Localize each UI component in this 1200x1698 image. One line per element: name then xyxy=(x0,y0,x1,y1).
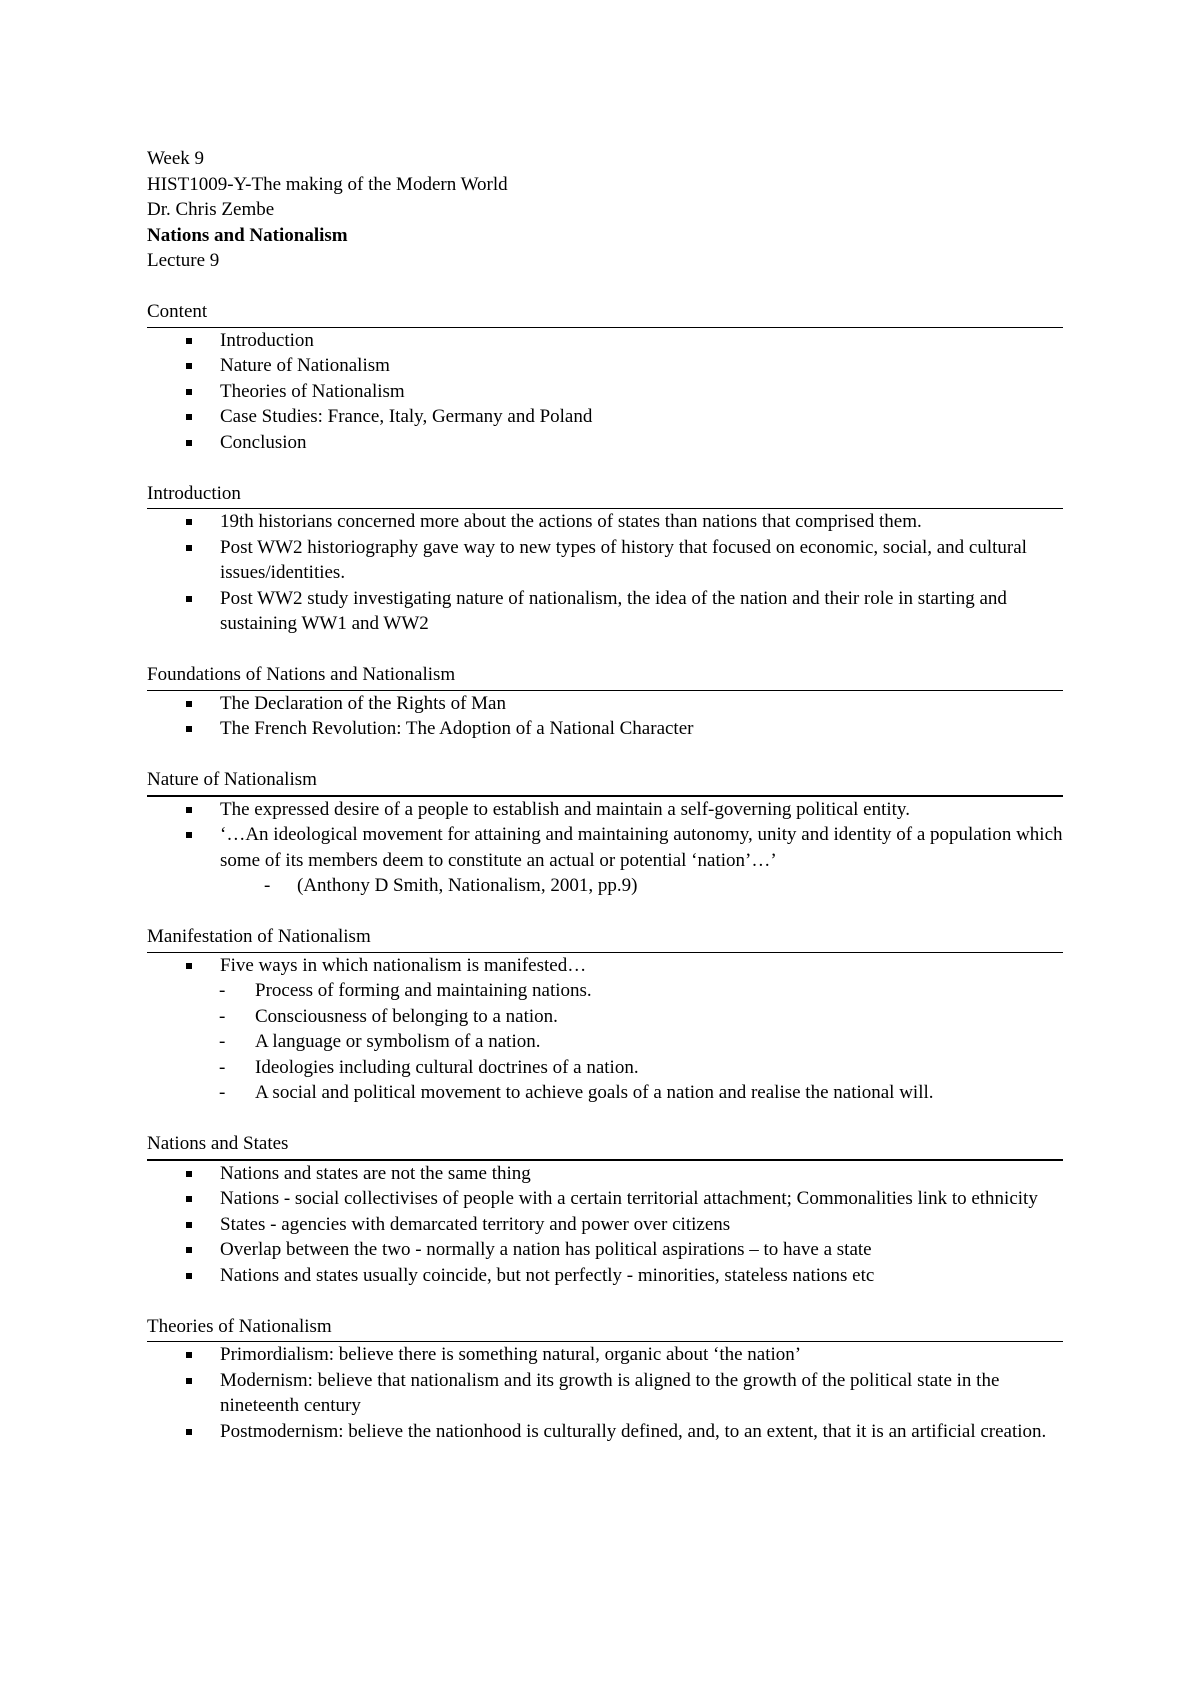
list-item: Nature of Nationalism xyxy=(147,353,1063,379)
list-item: The Declaration of the Rights of Man xyxy=(147,691,1063,717)
bullet-list xyxy=(147,797,1063,874)
section-title: Nations and States xyxy=(147,1133,289,1154)
sub-list xyxy=(147,978,1063,1106)
section-nations-states xyxy=(147,1131,1063,1288)
list-item: Conclusion xyxy=(147,430,1063,456)
bullet-list xyxy=(147,953,1063,979)
sub-list-item: - A social and political movement to achieve goals of a nation and realise the national will. xyxy=(147,1080,1063,1106)
bullet-list xyxy=(147,328,1063,456)
sub-list-item: - Process of forming and maintaining nations. xyxy=(147,978,1063,1004)
section-title: Foundations of Nations and Nationalism xyxy=(147,664,456,685)
list-item: Overlap between the two - normally a nation has political aspirations – to have a state xyxy=(147,1237,1063,1263)
list-item: Post WW2 study investigating nature of nationalism, the idea of the nation and their role in starting and sustaining WW1 and WW2 xyxy=(147,586,1063,637)
bullet-list xyxy=(147,1342,1063,1444)
list-item: ‘…An ideological movement for attaining and maintaining autonomy, unity and identity of a population which some of its members deem to constitute an actual or potential ‘nation’…’ xyxy=(147,822,1063,873)
document-title: Nations and Nationalism xyxy=(147,224,348,246)
section-theories xyxy=(147,1314,1063,1445)
list-item: 19th historians concerned more about the actions of states than nations that comprised them. xyxy=(147,509,1063,535)
list-item: Nations and states usually coincide, but not perfectly - minorities, stateless nations etc xyxy=(147,1263,1063,1289)
course-title: HIST1009-Y-The making of the Modern World xyxy=(147,173,508,195)
bullet-list xyxy=(147,691,1063,742)
bullet-list xyxy=(147,509,1063,637)
lecturer-name: Dr. Chris Zembe xyxy=(147,199,275,220)
document-body xyxy=(147,146,1063,1444)
list-item: The French Revolution: The Adoption of a National Character xyxy=(147,716,1063,742)
section-foundations xyxy=(147,662,1063,742)
section-title: Manifestation of Nationalism xyxy=(147,926,371,947)
sub-list-item: - A language or symbolism of a nation. xyxy=(147,1029,1063,1055)
list-item: Modernism: believe that nationalism and its growth is aligned to the growth of the political state in the nineteenth century xyxy=(147,1368,1063,1419)
sub-list-item: - Ideologies including cultural doctrines of a nation. xyxy=(147,1055,1063,1081)
list-item: Five ways in which nationalism is manifested… xyxy=(147,953,1063,979)
section-manifestation xyxy=(147,924,1063,1106)
citation: - (Anthony D Smith, Nationalism, 2001, pp.9) xyxy=(147,873,1063,899)
document-header xyxy=(147,146,1063,274)
list-item: Introduction xyxy=(147,328,1063,354)
citation-list xyxy=(147,873,1063,899)
section-content xyxy=(147,299,1063,455)
bullet-list xyxy=(147,1161,1063,1289)
list-item: The expressed desire of a people to establish and maintain a self-governing political entity. xyxy=(147,797,1063,823)
list-item: Primordialism: believe there is something natural, organic about ‘the nation’ xyxy=(147,1342,1063,1368)
list-item: Case Studies: France, Italy, Germany and Poland xyxy=(147,404,1063,430)
section-nature xyxy=(147,767,1063,899)
section-introduction xyxy=(147,481,1063,637)
week-label: Week 9 xyxy=(147,148,205,169)
list-item: Theories of Nationalism xyxy=(147,379,1063,405)
sub-list-item: - Consciousness of belonging to a nation. xyxy=(147,1004,1063,1030)
list-item: Postmodernism: believe the nationhood is culturally defined, and, to an extent, that it is an artificial creation. xyxy=(147,1419,1063,1445)
section-title: Nature of Nationalism xyxy=(147,769,317,790)
list-item: Post WW2 historiography gave way to new types of history that focused on economic, social, and cultural issues/identities. xyxy=(147,535,1063,586)
section-title: Introduction xyxy=(147,482,241,504)
section-title: Theories of Nationalism xyxy=(147,1315,332,1337)
list-item: Nations - social collectivises of people with a certain territorial attachment; Commonalities link to ethnicity xyxy=(147,1186,1063,1212)
section-title: Content xyxy=(147,301,208,322)
list-item: States - agencies with demarcated territory and power over citizens xyxy=(147,1212,1063,1238)
lecture-number: Lecture 9 xyxy=(147,250,220,271)
list-item: Nations and states are not the same thing xyxy=(147,1161,1063,1187)
